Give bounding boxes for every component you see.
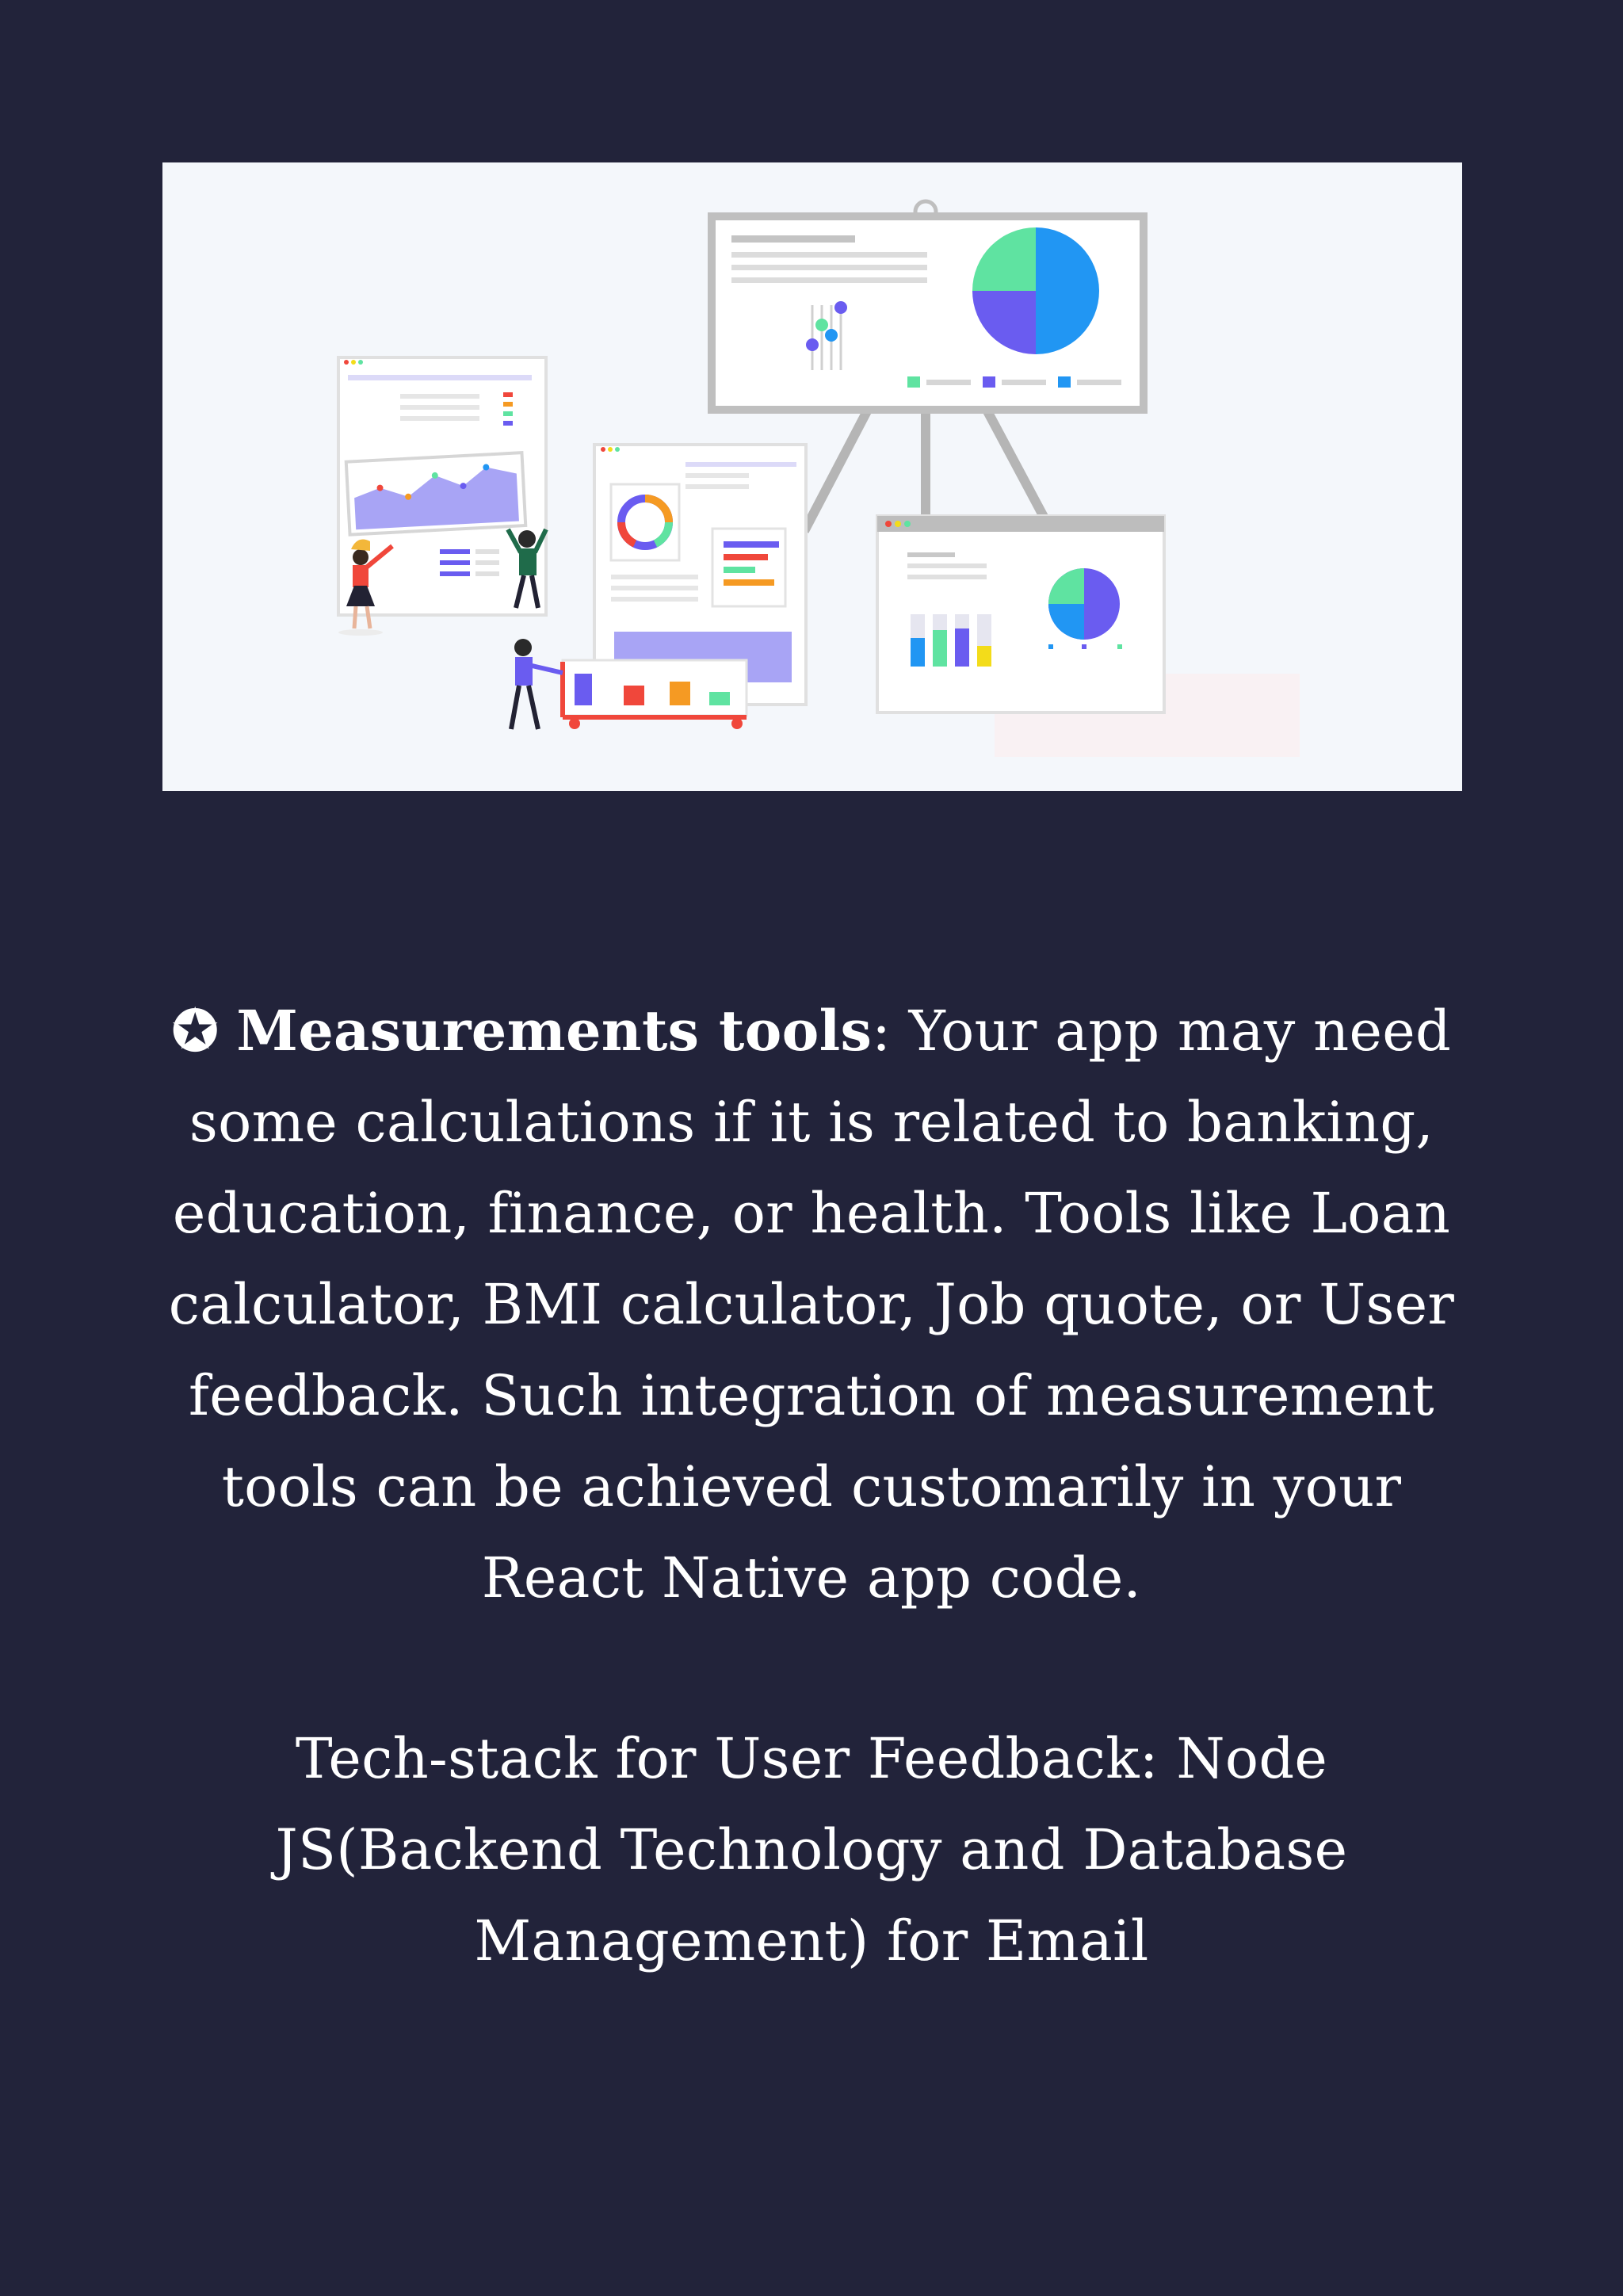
tech-stack-paragraph: Tech-stack for User Feedback: Node JS(Backend Technology and Database Management) for Email: [275, 1726, 1348, 1973]
illustration-panel: [162, 162, 1462, 791]
analytics-dashboard-illustration: [162, 162, 1462, 791]
measurements-paragraph: [158, 985, 1465, 1624]
measurements-text: : Your app may need some calculations if it is related to banking, education, finance, or health. Tools like Loan calculator, BMI calculator, Job quote, or User feedback. Such integration of measurement tools can be achieved customarily in your React Native app code.: [168, 999, 1455, 1610]
person-cart: [511, 639, 563, 729]
cart-chart: [563, 660, 747, 729]
right-window: [877, 516, 1164, 712]
left-window: [338, 357, 546, 615]
measurements-heading: Measurements tools: [236, 998, 873, 1064]
star-icon: ✪: [171, 998, 219, 1064]
